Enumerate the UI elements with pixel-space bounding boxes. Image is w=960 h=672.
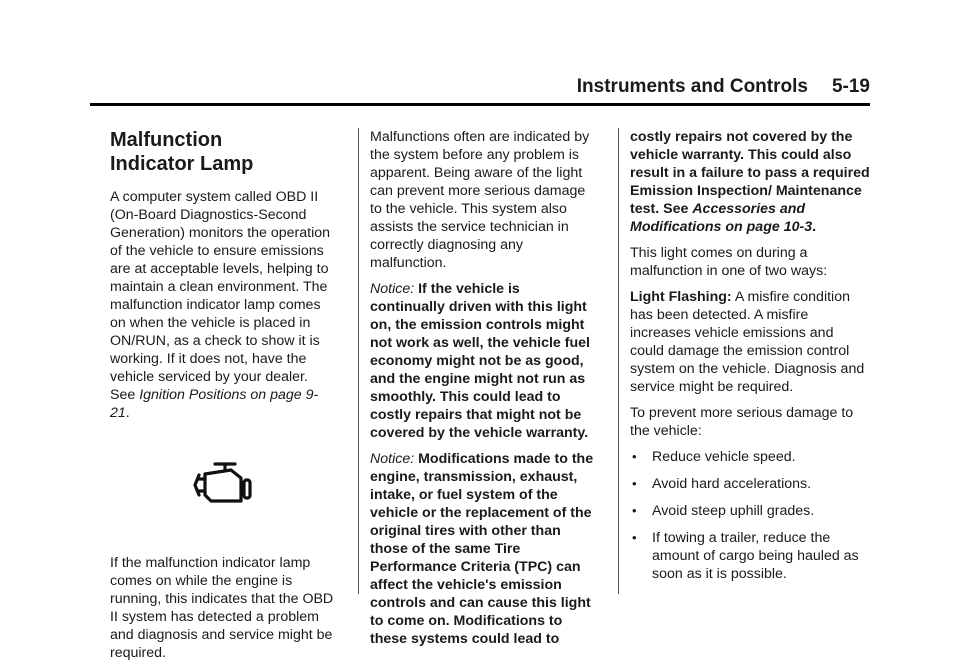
notice-2 xyxy=(370,450,596,648)
column-divider xyxy=(618,128,619,594)
notice-label: Notice: xyxy=(370,281,415,297)
intro-end: . xyxy=(125,405,130,421)
list-item xyxy=(630,502,870,520)
list-item-text: Reduce vehicle speed. xyxy=(652,449,796,465)
prevent-damage-paragraph: To prevent more serious damage to the vehicle: xyxy=(630,405,854,439)
engine-check-icon xyxy=(110,434,336,534)
light-flashing-paragraph xyxy=(630,288,870,396)
heading-line-1: Malfunction xyxy=(110,129,223,151)
column-2 xyxy=(370,128,596,656)
column-divider xyxy=(358,128,359,594)
notice-text: Modifications made to the engine, transmission, exhaust, intake, or fuel system of the vehicle or the replacement of the original tires with other than those of the same Tire Performance Criteria (TPC) can affect the vehicle's emission controls and can cause this light to come on. Modifications to these systems could lead to xyxy=(370,451,594,647)
notice-2-continued xyxy=(630,128,870,236)
bullet-icon: • xyxy=(632,530,637,545)
bullet-icon: • xyxy=(632,503,637,518)
mil-on-paragraph: If the malfunction indicator lamp comes on while the engine is running, this indicates that the OBD II system has detected a problem and diagnosis and service might be required. xyxy=(110,555,334,661)
notice-end: . xyxy=(812,219,817,235)
list-item xyxy=(630,475,870,493)
list-item xyxy=(630,448,870,466)
bullet-icon: • xyxy=(632,476,637,491)
notice-text: costly repairs not covered by the vehicle warranty. This could also result in a failure to pass a required Emission Inspection/ Maintenance test. See xyxy=(630,129,870,217)
intro-paragraph xyxy=(110,188,336,422)
light-flashing-text: A misfire condition has been detected. A misfire increases vehicle emissions and could damage the emission control system on the vehicle. Diagnosis and service might be required. xyxy=(630,289,865,395)
bullet-icon: • xyxy=(632,449,637,464)
section-heading xyxy=(110,128,336,176)
column-3 xyxy=(630,128,870,592)
header-rule xyxy=(90,103,870,106)
page-header xyxy=(574,76,870,98)
page-number: 5-19 xyxy=(831,76,870,97)
list-item-text: Avoid steep uphill grades. xyxy=(652,503,815,519)
notice-text: If the vehicle is continually driven with this light on, the emission controls might not work as well, the vehicle fuel economy might not be as good, and the engine might not run as smoothly. This could lead to costly repairs that might not be covered by the vehicle warranty. xyxy=(370,281,590,441)
ignition-positions-link[interactable]: Ignition Positions on page 9-21 xyxy=(110,387,319,421)
notice-label: Notice: xyxy=(370,451,415,467)
column-1 xyxy=(110,128,336,670)
accessories-modifications-link[interactable]: Accessories and Modifications on page 10-3 xyxy=(630,201,813,235)
light-ways-paragraph: This light comes on during a malfunction in one of two ways: xyxy=(630,245,828,279)
intro-text: A computer system called OBD II (On-Board Diagnostics-Second Generation) monitors the operation of the vehicle to ensure emissions are at acceptable levels, helping to maintain a clean environment. The malfunction indicator lamp comes on when the vehicle is placed in ON/RUN, as a check to show it is working. If it does not, have the vehicle serviced by your dealer. See xyxy=(110,189,331,403)
list-item-text: Avoid hard accelerations. xyxy=(652,476,812,492)
list-item-text: If towing a trailer, reduce the amount of cargo being hauled as soon as it is possible. xyxy=(652,530,859,582)
heading-line-2: Indicator Lamp xyxy=(110,153,254,175)
list-item xyxy=(630,529,870,583)
malfunctions-paragraph: Malfunctions often are indicated by the system before any problem is apparent. Being aware of the light can prevent more serious damage to the vehicle. This system also assists the service technician in correctly diagnosing any malfunction. xyxy=(370,129,590,271)
light-flashing-label: Light Flashing: xyxy=(630,289,732,305)
precautions-list xyxy=(630,448,870,583)
notice-1 xyxy=(370,280,596,442)
section-title: Instruments and Controls xyxy=(576,76,808,97)
